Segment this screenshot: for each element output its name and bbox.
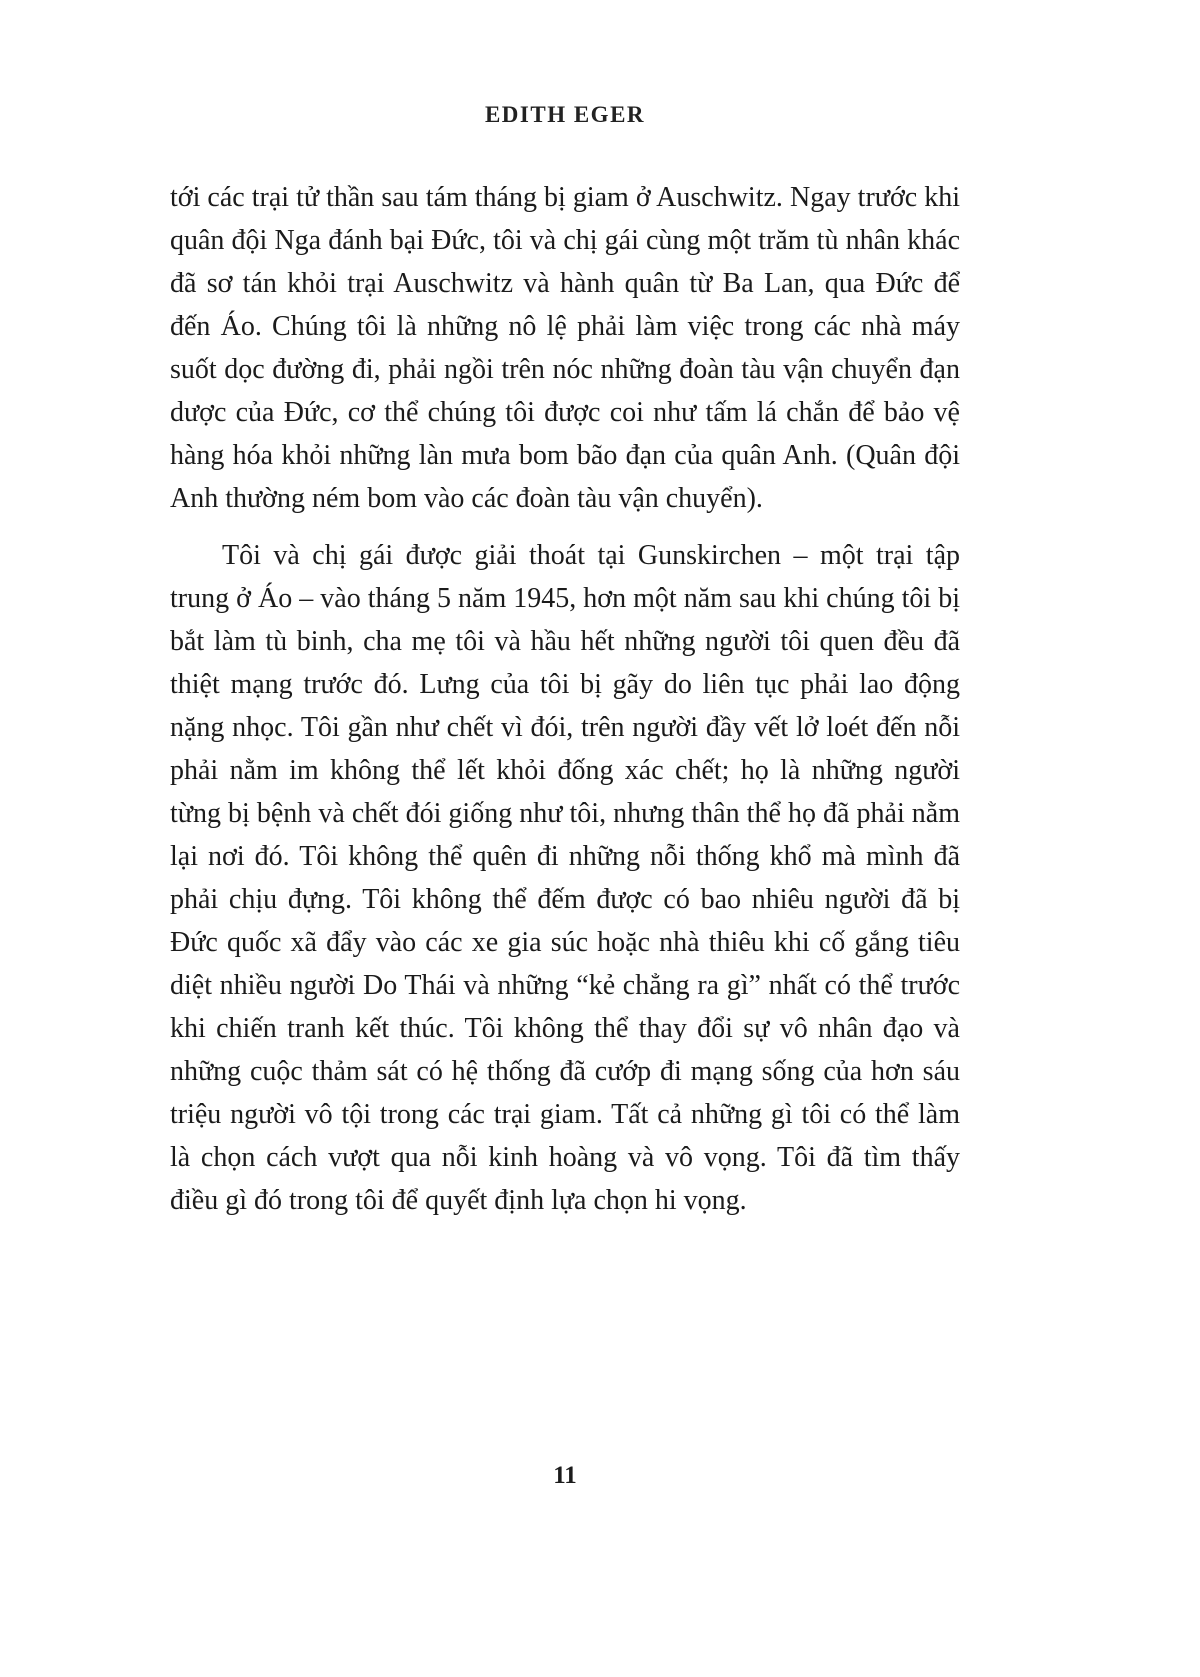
running-header: EDITH EGER	[484, 102, 646, 127]
page-number: 11	[553, 1462, 577, 1489]
paragraph: Tôi và chị gái được giải thoát tại Gunskirchen – một trại tập trung ở Áo – vào tháng 5 năm 1945, hơn một năm sau khi chúng tôi bị bắt làm tù binh, cha mẹ tôi và hầu hết những người tôi quen đều đã thiệt mạng trước đó. Lưng của tôi bị gãy do liên tục phải lao động nặng nhọc. Tôi gần như chết vì đói, trên người đầy vết lở loét đến nỗi phải nằm im không thể lết khỏi đống xác chết; họ là những người từng bị bệnh và chết đói giống như tôi, nhưng thân thể họ đã phải nằm lại nơi đó. Tôi không thể quên đi những nỗi thống khổ mà mình đã phải chịu đựng. Tôi không thể đếm được có bao nhiêu người đã bị Đức quốc xã đẩy vào các xe gia súc hoặc nhà thiêu khi cố gắng tiêu diệt nhiều người Do Thái và những “kẻ chẳng ra gì” nhất có thể trước khi chiến tranh kết thúc. Tôi không thể thay đổi sự vô nhân đạo và những cuộc thảm sát có hệ thống đã cướp đi mạng sống của hơn sáu triệu người vô tội trong các trại giam. Tất cả những gì tôi có thể làm là chọn cách vượt qua nỗi kinh hoàng và vô vọng. Tôi đã tìm thấy điều gì đó trong tôi để quyết định lựa chọn hi vọng.	[170, 540, 960, 1216]
paragraph-continuation: tới các trại tử thần sau tám tháng bị giam ở Auschwitz. Ngay trước khi quân đội Nga đánh bại Đức, tôi và chị gái cùng một trăm tù nhân khác đã sơ tán khỏi trại Auschwitz và hành quân từ Ba Lan, qua Đức để đến Áo. Chúng tôi là những nô lệ phải làm việc trong các nhà máy suốt dọc đường đi, phải ngồi trên nóc những đoàn tàu vận chuyển đạn dược của Đức, cơ thể chúng tôi được coi như tấm lá chắn để bảo vệ hàng hóa khỏi những làn mưa bom bão đạn của quân Anh. (Quân đội Anh thường ném bom vào các đoàn tàu vận chuyển).	[170, 182, 960, 514]
page-body	[170, 176, 960, 1222]
